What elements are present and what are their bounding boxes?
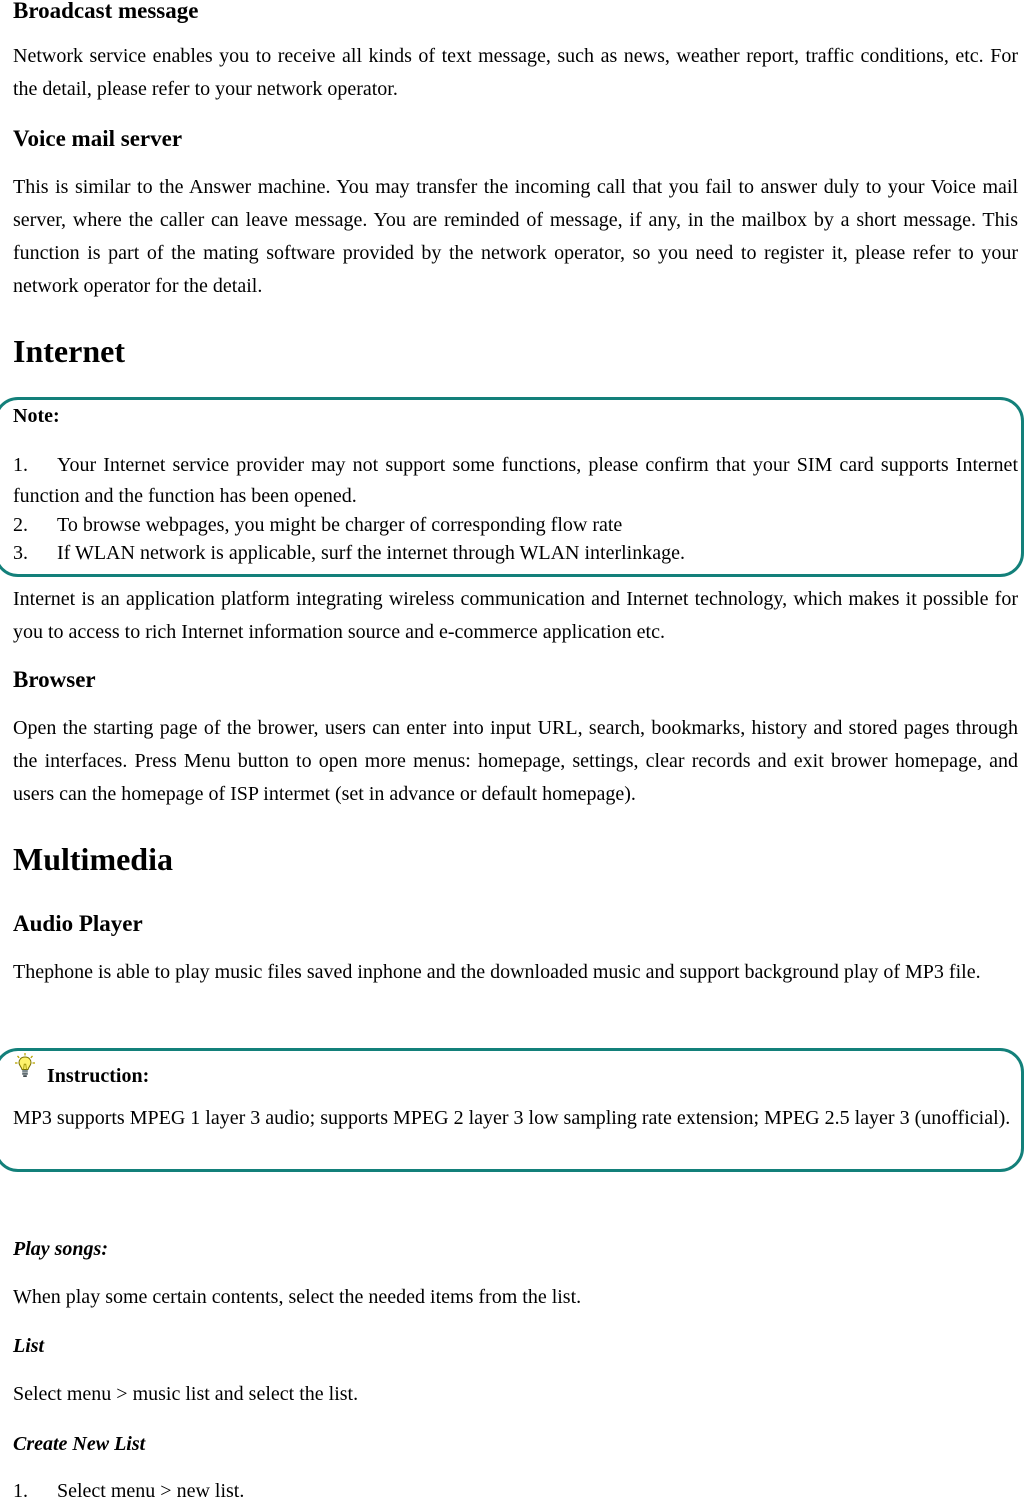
paragraph-internet: Internet is an application platform integrating wireless communication and Internet technology, which makes it possible for you to access to rich Internet information source and e-commerce application etc. xyxy=(13,588,1018,643)
subheading-list: List xyxy=(13,1335,45,1357)
paragraph-instruction: MP3 supports MPEG 1 layer 3 audio; supports MPEG 2 layer 3 low sampling rate extension; MPEG 2.5 layer 3 (unofficial). xyxy=(13,1107,1011,1129)
note-item-text: If WLAN network is applicable, surf the internet through WLAN interlinkage. xyxy=(57,542,685,564)
section-title-audio-player: Audio Player xyxy=(13,911,143,936)
note-item-number: 3. xyxy=(13,542,28,564)
paragraph-audio-player: Thephone is able to play music files saved inphone and the downloaded music and support background play of MP3 file. xyxy=(13,961,981,983)
paragraph-list: Select menu > music list and select the list. xyxy=(13,1383,359,1405)
note-item-number: 2. xyxy=(13,514,28,536)
step-text: Select menu > new list. xyxy=(57,1480,245,1502)
heading-multimedia: Multimedia xyxy=(13,841,173,877)
subheading-create-new-list: Create New List xyxy=(13,1433,146,1455)
subheading-play-songs: Play songs: xyxy=(13,1238,108,1260)
note-item-text: Your Internet service provider may not support some functions, please confirm that your SIM card supports Internet function and the function has been opened. xyxy=(13,454,1018,507)
note-item-number: 1. xyxy=(13,454,28,476)
note-item-text: To browse webpages, you might be charger of corresponding flow rate xyxy=(57,514,623,536)
step-number: 1. xyxy=(13,1480,28,1502)
paragraph-broadcast: Network service enables you to receive all kinds of text message, such as news, weather report, traffic conditions, etc. For the detail, please refer to your network operator. xyxy=(13,45,1018,100)
section-title-broadcast: Broadcast message xyxy=(13,0,199,23)
paragraph-browser: Open the starting page of the brower, users can enter into input URL, search, bookmarks, history and stored pages through the interfaces. Press Menu button to open more menus: homepage, settings, clear records and exit brower homepage, and users can the homepage of ISP intermet (set in advance or default homepage). xyxy=(13,717,1018,805)
note-item-2 xyxy=(13,511,1018,539)
instruction-label: Instruction: xyxy=(47,1065,150,1087)
create-list-step-1 xyxy=(13,1476,1018,1506)
paragraph-play-songs: When play some certain contents, select the needed items from the list. xyxy=(13,1286,582,1308)
note-item-3 xyxy=(13,539,1018,567)
paragraph-voicemail: This is similar to the Answer machine. You may transfer the incoming call that you fail to answer duly to your Voice mail server, where the caller can leave message. You are reminded of message, if any, in the mailbox by a short message. This function is part of the mating software provided by the network operator, so you need to register it, please refer to your network operator for the detail. xyxy=(13,176,1018,297)
heading-internet: Internet xyxy=(13,333,125,369)
note-label: Note: xyxy=(13,405,60,427)
note-item-1 xyxy=(13,450,1018,512)
section-title-browser: Browser xyxy=(13,667,96,692)
section-title-voicemail: Voice mail server xyxy=(13,126,183,151)
lightbulb-icon xyxy=(15,1053,35,1084)
